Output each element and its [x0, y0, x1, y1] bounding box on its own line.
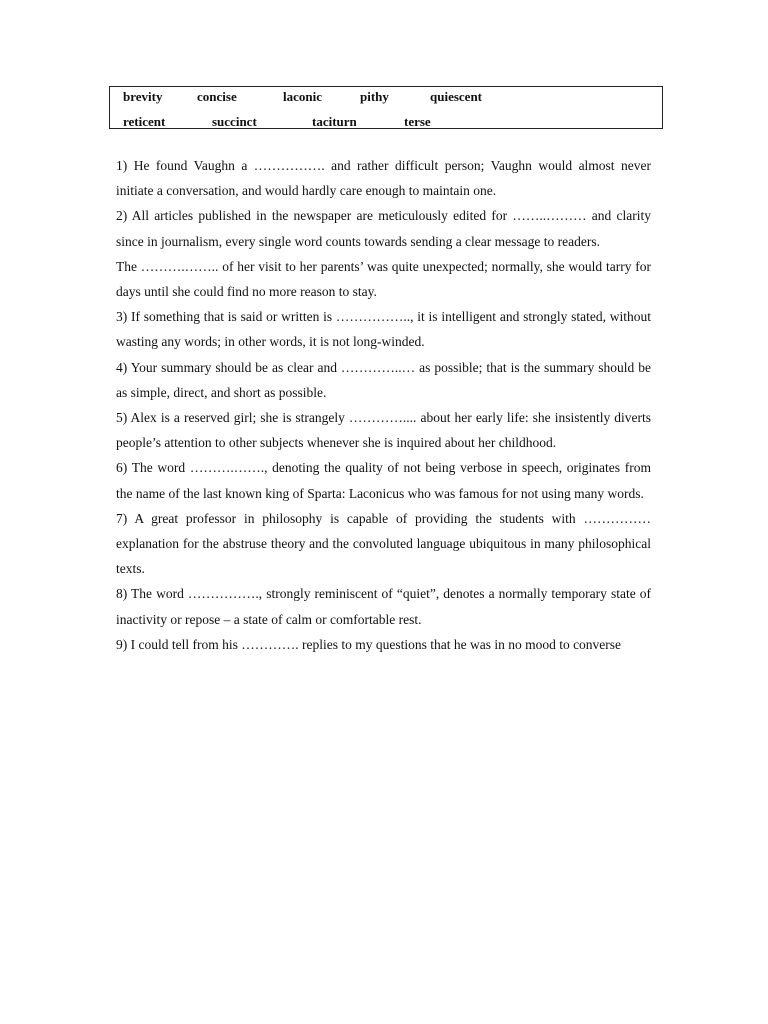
word-bank-item: concise — [197, 89, 237, 104]
question-item: 6) The word ……….……., denoting the quality of not being verbose in speech, originates from the name of the last known king of Sparta: Laconicus who was famous for not using many words. — [116, 460, 651, 501]
word-bank-item: succinct — [212, 114, 257, 129]
question-item: 5) Alex is a reserved girl; she is strangely ………….... about her early life: she insistently diverts people’s attention to other subjects whenever she is inquired about her childhood. — [116, 410, 651, 451]
question-item: 3) If something that is said or written is …………….., it is intelligent and strongly stated, without wasting any words; in other words, it is not long-winded. — [116, 309, 651, 350]
question-item: 2) All articles published in the newspaper are meticulously edited for ……..……… and clarity since in journalism, every single word counts towards sending a clear message to readers. — [116, 208, 651, 249]
word-bank-item: brevity — [123, 89, 163, 104]
word-bank-box — [109, 86, 663, 129]
word-bank-item: pithy — [360, 89, 389, 104]
word-bank-item: laconic — [283, 89, 322, 104]
question-item: 8) The word ……………., strongly reminiscent of “quiet”, denotes a normally temporary state of inactivity or repose – a state of calm or comfortable rest. — [116, 586, 651, 627]
question-item: 9) I could tell from his …………. replies to my questions that he was in no mood to converse — [116, 636, 622, 652]
question-list — [116, 153, 651, 657]
question-item: The ……….…….. of her visit to her parents’ was quite unexpected; normally, she would tarry for days until she could find no more reason to stay. — [116, 258, 651, 300]
word-bank-item: taciturn — [312, 114, 357, 129]
word-bank-item: terse — [404, 114, 431, 129]
word-bank-item: quiescent — [430, 89, 482, 104]
question-item: 4) Your summary should be as clear and …………..… as possible; that is the summary should be as simple, direct, and short as possible. — [116, 359, 651, 400]
question-item: 1) He found Vaughn a ……………. and rather difficult person; Vaughn would almost never initiate a conversation, and would hardly care enough to maintain one. — [116, 158, 651, 199]
word-bank-item: reticent — [123, 114, 166, 129]
question-item: 7) A great professor in philosophy is capable of providing the students with …………… explanation for the abstruse theory and the convoluted language ubiquitous in many philosophical texts. — [116, 510, 651, 577]
